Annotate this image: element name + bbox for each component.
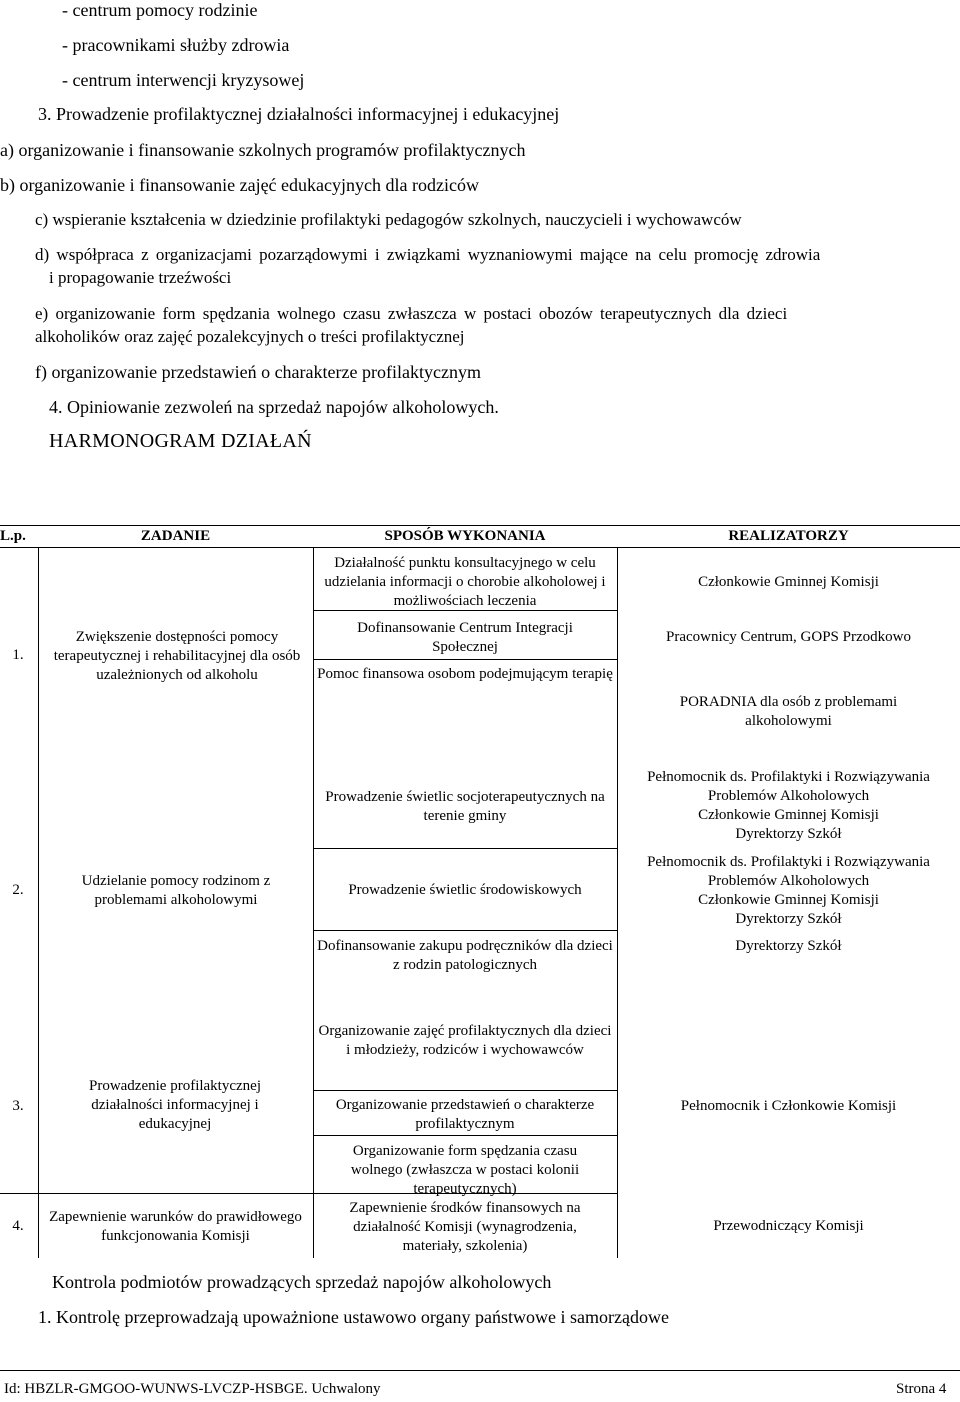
row-1-number: 1. xyxy=(12,647,24,663)
row-1-realizer-2: Pracownicy Centrum, GOPS Przodkowo xyxy=(666,629,911,645)
harmonogram-table xyxy=(0,525,960,1258)
row-1-method-2: Dofinansowanie Centrum Integracji Społecznej xyxy=(357,620,573,655)
header-sposob: SPOSÓB WYKONANIA xyxy=(384,528,546,544)
row-2-realizer-1-line: Dyrektorzy Szkół xyxy=(735,826,842,842)
row-2-number: 2. xyxy=(12,882,24,898)
row-2-realizer-1-line: Członkowie Gminnej Komisji xyxy=(698,807,879,823)
item-d-line1: d) współpraca z organizacjami pozarządowymi i związkami wyznaniowymi mające na celu promocję zdrowia xyxy=(35,245,821,264)
table-rule xyxy=(0,525,960,526)
row-2-realizer-3: Dyrektorzy Szkół xyxy=(735,938,842,954)
row-2-method-1: Prowadzenie świetlic socjoterapeutycznych na terenie gminy xyxy=(325,789,605,824)
page-number: Strona 4 xyxy=(896,1381,947,1397)
table-rule xyxy=(313,930,617,931)
row-2-realizer-1-line: Problemów Alkoholowych xyxy=(707,788,870,804)
table-rule xyxy=(313,659,617,660)
item-b: b) organizowanie i finansowanie zajęć edukacyjnych dla rodziców xyxy=(0,175,479,195)
row-4-number: 4. xyxy=(12,1218,24,1234)
row-1-task: Zwiększenie dostępności pomocy terapeutycznej i rehabilitacyjnej dla osób uzależnionych od alkoholu xyxy=(53,629,301,683)
row-2-realizer-2 xyxy=(617,853,960,929)
row-4-method: Zapewnienie środków finansowych na działalność Komisji (wynagrodzenia, materiały, szkolenia) xyxy=(349,1200,581,1254)
row-2-task: Udzielanie pomocy rodzinom z problemami alkoholowymi xyxy=(81,873,271,908)
row-3-task: Prowadzenie profilaktycznej działalności informacyjnej i edukacyjnej xyxy=(88,1078,261,1132)
row-3-realizer: Pełnomocnik i Członkowie Komisji xyxy=(680,1098,897,1114)
row-2-realizer-2-line: Problemów Alkoholowych xyxy=(707,873,870,889)
row-4-task: Zapewnienie warunków do prawidłowego funkcjonowania Komisji xyxy=(49,1209,302,1244)
item-e-line1: e) organizowanie form spędzania wolnego czasu zwłaszcza w postaci obozów terapeutycznych dla dzieci xyxy=(35,304,788,323)
table-rule xyxy=(38,547,39,1258)
row-3-method-1: Organizowanie zajęć profilaktycznych dla dzieci i młodzieży, rodziców i wychowawców xyxy=(318,1023,612,1058)
document-id: Id: HBZLR-GMGOO-WUNWS-LVCZP-HSBGE. Uchwalony xyxy=(4,1381,381,1397)
list-line-centrum-pomocy: - centrum pomocy rodzinie xyxy=(62,0,258,20)
table-rule xyxy=(313,1090,617,1091)
row-4-realizer: Przewodniczący Komisji xyxy=(713,1218,864,1234)
item-c: c) wspieranie kształcenia w dziedzinie profilaktyki pedagogów szkolnych, nauczycieli i wychowawców xyxy=(35,210,742,229)
table-rule xyxy=(313,1135,617,1136)
point-4: 4. Opiniowanie zezwoleń na sprzedaż napojów alkoholowych. xyxy=(49,397,499,417)
row-2-realizer-1 xyxy=(617,768,960,844)
item-f: f) organizowanie przedstawień o charakterze profilaktycznym xyxy=(35,362,481,382)
point-3-heading: 3. Prowadzenie profilaktycznej działalności informacyjnej i edukacyjnej xyxy=(38,104,560,124)
header-zadanie: ZADANIE xyxy=(140,528,211,544)
row-2-realizer-2-line: Pełnomocnik ds. Profilaktyki i Rozwiązywania xyxy=(647,854,930,870)
item-d-line2: i propagowanie trzeźwości xyxy=(49,268,232,287)
row-2-realizer-1-line: Pełnomocnik ds. Profilaktyki i Rozwiązywania xyxy=(647,769,930,785)
list-line-interwencja: - centrum interwencji kryzysowej xyxy=(62,70,305,90)
row-3-method-2: Organizowanie przedstawień o charakterze profilaktycznym xyxy=(335,1097,595,1132)
control-point-1: 1. Kontrolę przeprowadzają upoważnione ustawowo organy państwowe i samorządowe xyxy=(38,1307,669,1327)
item-a: a) organizowanie i finansowanie szkolnych programów profilaktycznych xyxy=(0,140,526,160)
list-line-sluzba-zdrowia: - pracownikami służby zdrowia xyxy=(62,35,290,55)
row-2-method-2: Prowadzenie świetlic środowiskowych xyxy=(348,882,582,898)
table-rule xyxy=(313,848,617,849)
item-e-line2: alkoholików oraz zajęć pozalekcyjnych o treści profilaktycznej xyxy=(35,327,465,346)
section-title: HARMONOGRAM DZIAŁAŃ xyxy=(49,430,312,452)
row-3-number: 3. xyxy=(12,1098,24,1114)
header-realizatorzy: REALIZATORZY xyxy=(728,528,849,544)
row-2-method-3: Dofinansowanie zakupu podręczników dla dzieci z rodzin patologicznych xyxy=(317,938,613,973)
header-lp: L.p. xyxy=(0,528,26,544)
row-1-realizer-1: Członkowie Gminnej Komisji xyxy=(698,574,879,590)
row-1-realizer-3: PORADNIA dla osób z problemami alkoholowymi xyxy=(679,694,898,729)
row-3-method-3: Organizowanie form spędzania czasu wolnego (zwłaszcza w postaci kolonii terapeutycznych) xyxy=(350,1143,580,1197)
row-2-realizer-2-line: Dyrektorzy Szkół xyxy=(735,911,842,927)
footer-rule xyxy=(0,1370,960,1371)
row-2-realizer-2-line: Członkowie Gminnej Komisji xyxy=(698,892,879,908)
row-1-method-3: Pomoc finansowa osobom podejmującym terapię xyxy=(317,666,613,682)
control-heading: Kontrola podmiotów prowadzących sprzedaż napojów alkoholowych xyxy=(52,1272,552,1292)
table-rule xyxy=(313,547,314,1258)
row-1-method-1: Działalność punktu konsultacyjnego w celu udzielania informacji o chorobie alkoholowej i możliwościach leczenia xyxy=(324,555,606,609)
table-rule xyxy=(0,547,960,548)
